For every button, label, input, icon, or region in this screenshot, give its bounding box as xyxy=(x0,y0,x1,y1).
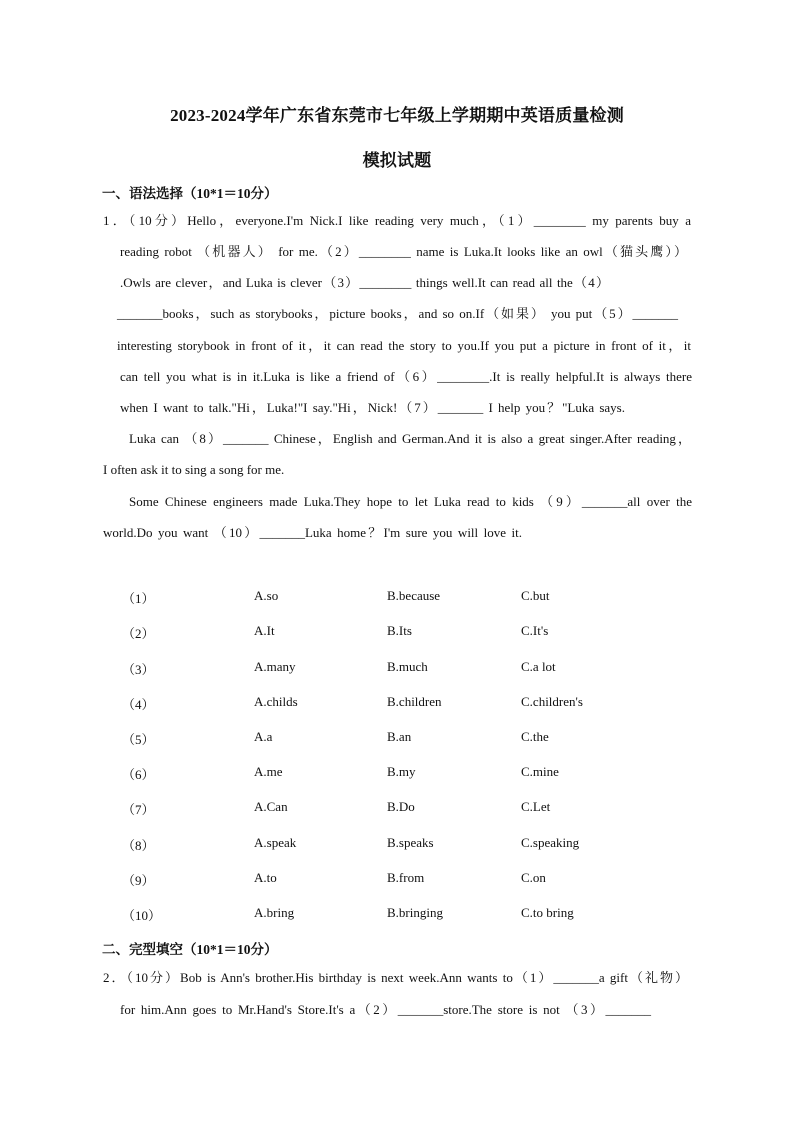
option-number: （2） xyxy=(122,626,155,641)
option-b: B.from xyxy=(387,870,425,885)
passage-line: I often ask it to sing a song for me. xyxy=(103,462,285,477)
option-b: B.Its xyxy=(387,623,412,638)
passage-line: _______books，such as storybooks，picture books，and so on.If（如果） you put（5）_______ xyxy=(117,306,678,321)
passage-line: for him.Ann goes to Mr.Hand's Store.It's a（2）_______store.The store is not （3）_______ xyxy=(120,1002,651,1017)
option-number: （4） xyxy=(122,697,155,712)
passage-line: reading robot （机器人） for me.（2）________ name is Luka.It looks like an owl（猫头鹰）） xyxy=(120,244,687,259)
option-c: C.on xyxy=(521,870,546,885)
option-a: A.many xyxy=(254,659,296,674)
option-number: （7） xyxy=(122,802,155,817)
passage-line: Luka can （8）_______ Chinese，English and German.And it is also a great singer.After reading， xyxy=(129,431,691,446)
option-a: A.so xyxy=(254,588,279,603)
option-number: （10） xyxy=(122,908,162,923)
document-title: 2023-2024学年广东省东莞市七年级上学期期中英语质量检测 xyxy=(170,106,624,125)
option-c: C.but xyxy=(521,588,550,603)
passage-line: 1．（10分）Hello，everyone.I'm Nick.I like reading very much，（1）________ my parents buy a xyxy=(103,213,691,228)
option-a: A.a xyxy=(254,729,273,744)
option-row xyxy=(0,623,794,641)
option-number: （5） xyxy=(122,732,155,747)
option-a: A.It xyxy=(254,623,275,638)
option-c: C.children's xyxy=(521,694,583,709)
option-row xyxy=(0,588,794,606)
option-b: B.Do xyxy=(387,799,415,814)
option-a: A.bring xyxy=(254,905,295,920)
option-b: B.because xyxy=(387,588,441,603)
option-a: A.to xyxy=(254,870,277,885)
option-number: （3） xyxy=(122,662,155,677)
option-row xyxy=(0,764,794,782)
option-a: A.childs xyxy=(254,694,298,709)
option-b: B.my xyxy=(387,764,416,779)
passage-line: world.Do you want （10）_______Luka home？I'm sure you will love it. xyxy=(103,525,522,540)
passage-line: interesting storybook in front of it，it can read the story to you.If you put a picture in front of it，it xyxy=(117,338,691,353)
option-c: C.Let xyxy=(521,799,551,814)
option-row xyxy=(0,870,794,888)
document-subtitle: 模拟试题 xyxy=(362,151,432,170)
option-a: A.Can xyxy=(254,799,288,814)
option-c: C.the xyxy=(521,729,549,744)
option-number: （1） xyxy=(122,591,155,606)
option-c: C.a lot xyxy=(521,659,556,674)
option-number: （8） xyxy=(122,838,155,853)
option-row xyxy=(0,694,794,712)
option-row xyxy=(0,799,794,817)
option-row xyxy=(0,905,794,923)
passage-line: can tell you what is in it.Luka is like a friend of（6）________.It is really helpful.It is always there xyxy=(120,369,692,384)
passage-line: when I want to talk."Hi，Luka!"I say."Hi，Nick!（7）_______ I help you？"Luka says. xyxy=(120,400,625,415)
option-b: B.much xyxy=(387,659,428,674)
option-c: C.It's xyxy=(521,623,549,638)
option-b: B.an xyxy=(387,729,412,744)
section-heading-grammar: 一、语法选择（10*1＝10分） xyxy=(102,186,278,201)
passage-line: Some Chinese engineers made Luka.They hope to let Luka read to kids （9）_______all over the xyxy=(129,494,692,509)
option-row xyxy=(0,659,794,677)
option-c: C.to bring xyxy=(521,905,574,920)
option-c: C.mine xyxy=(521,764,559,779)
section-heading-cloze: 二、完型填空（10*1＝10分） xyxy=(102,942,278,957)
option-b: B.speaks xyxy=(387,835,434,850)
option-a: A.speak xyxy=(254,835,297,850)
option-b: B.children xyxy=(387,694,442,709)
option-row xyxy=(0,729,794,747)
option-a: A.me xyxy=(254,764,283,779)
passage-line: 2．（10分）Bob is Ann's brother.His birthday is next week.Ann wants to（1）_______a gift（礼物） xyxy=(103,970,688,985)
option-number: （9） xyxy=(122,873,155,888)
passage-line: .Owls are clever，and Luka is clever（3）________ things well.It can read all the（4） xyxy=(120,275,609,290)
option-b: B.bringing xyxy=(387,905,443,920)
option-number: （6） xyxy=(122,767,155,782)
option-c: C.speaking xyxy=(521,835,580,850)
option-row xyxy=(0,835,794,853)
